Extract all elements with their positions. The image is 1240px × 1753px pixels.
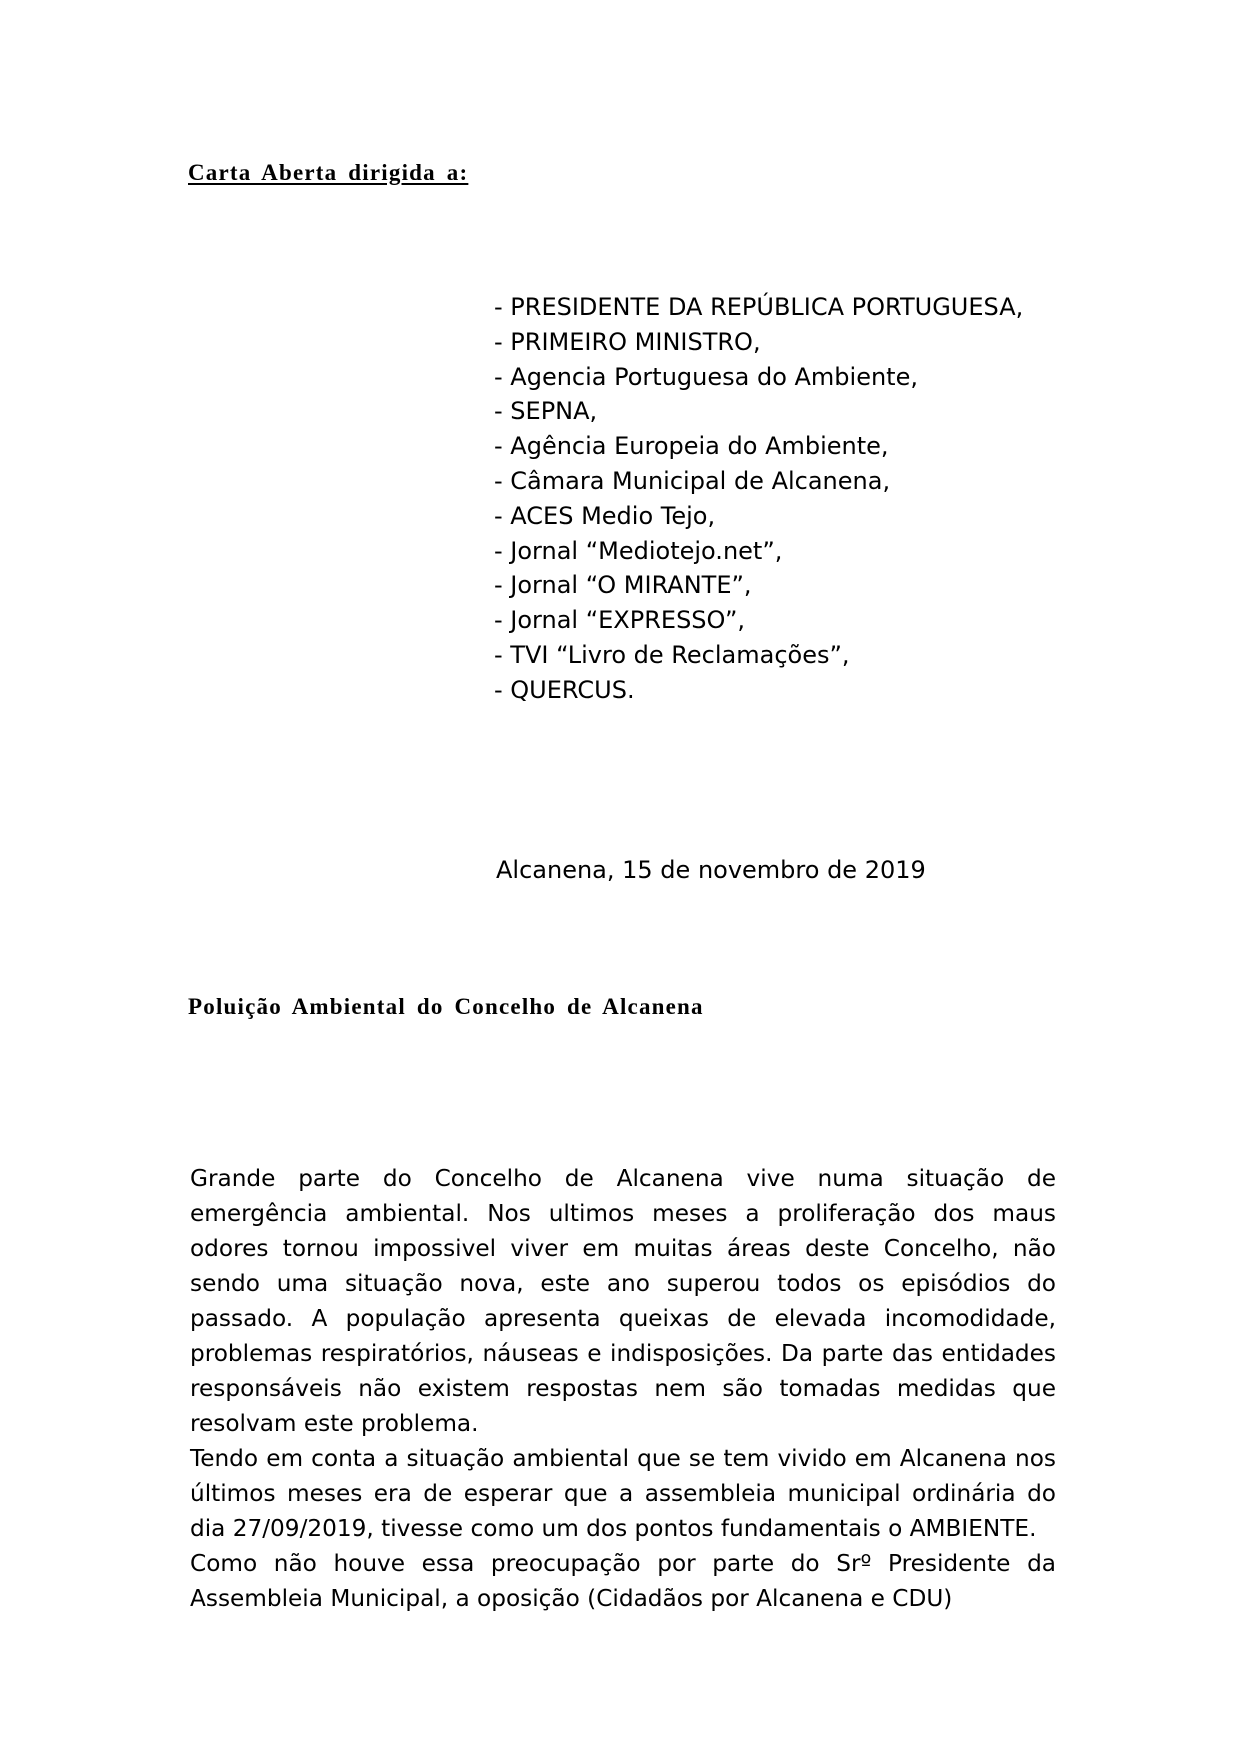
recipient-item: - TVI “Livro de Reclamações”, xyxy=(494,640,850,669)
recipient-item: - SEPNA, xyxy=(494,397,598,426)
recipient-item: - ACES Medio Tejo, xyxy=(494,501,716,530)
letter-body xyxy=(190,1161,1056,1616)
body-paragraph: Como não houve essa preocupação por parte do Srº Presidente da Assembleia Municipal, a oposição (Cidadãos por Alcanena e CDU) xyxy=(190,1550,1056,1612)
recipient-item: - Agencia Portuguesa do Ambiente, xyxy=(494,362,918,391)
body-paragraph: Grande parte do Concelho de Alcanena vive numa situação de emergência ambiental. Nos ultimos meses a proliferação dos maus odores tornou impossivel viver em muitas áreas deste Concelho, não sendo uma situação nova, este ano superou todos os episódios do passado. A população apresenta queixas de elevada incomodidade, problemas respiratórios, náuseas e indisposições. Da parte das entidades responsáveis não existem respostas nem são tomadas medidas que resolvam este problema. xyxy=(190,1165,1056,1437)
body-paragraph: Tendo em conta a situação ambiental que se tem vivido em Alcanena nos últimos meses era de esperar que a assembleia municipal ordinária do dia 27/09/2019, tivesse como um dos pontos fundamentais o AMBIENTE. xyxy=(190,1445,1056,1542)
recipient-item: - PRIMEIRO MINISTRO, xyxy=(494,327,761,356)
date-line: Alcanena, 15 de novembro de 2019 xyxy=(496,856,926,884)
recipient-list xyxy=(494,290,1023,708)
letter-heading: Carta Aberta dirigida a: xyxy=(188,160,469,185)
subject-heading: Poluição Ambiental do Concelho de Alcanena xyxy=(188,994,704,1019)
recipient-item: - PRESIDENTE DA REPÚBLICA PORTUGUESA, xyxy=(494,293,1024,321)
recipient-item: - Jornal “O MIRANTE”, xyxy=(494,571,752,600)
recipient-item: - Jornal “Mediotejo.net”, xyxy=(494,536,783,565)
recipient-item: - Câmara Municipal de Alcanena, xyxy=(494,466,891,495)
recipient-item: - Agência Europeia do Ambiente, xyxy=(494,432,889,461)
recipient-item: - Jornal “EXPRESSO”, xyxy=(494,606,746,635)
recipient-item: - QUERCUS. xyxy=(494,675,635,704)
